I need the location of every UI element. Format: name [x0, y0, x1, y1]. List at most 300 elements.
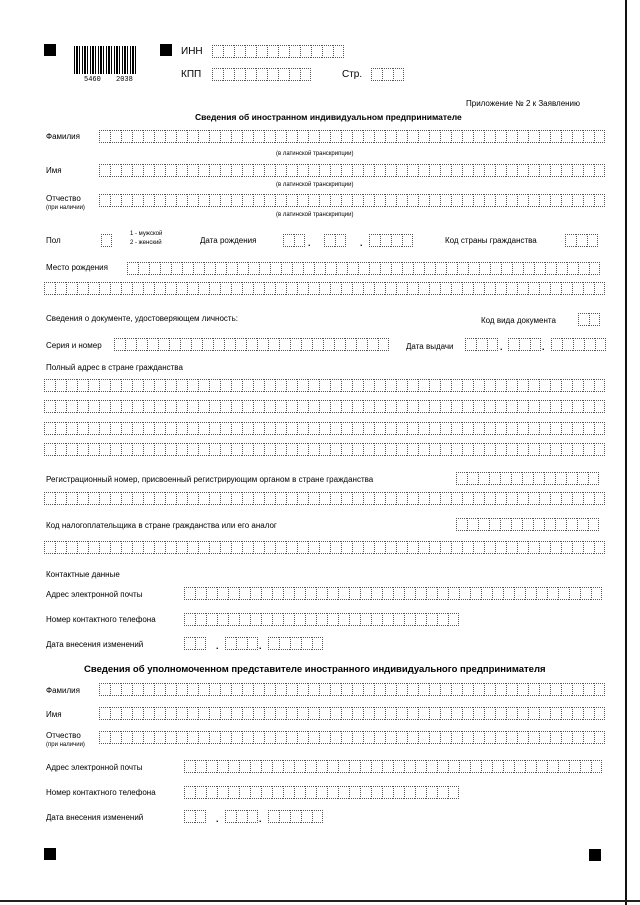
address-field-line-1-cell[interactable] [308, 379, 319, 392]
email-field-cell[interactable] [294, 587, 305, 600]
name-field-cell[interactable] [407, 164, 418, 177]
rep-surname-field-cell[interactable] [330, 683, 341, 696]
email-field-cell[interactable] [437, 587, 448, 600]
address-field-line-3-cell[interactable] [88, 422, 99, 435]
series-number-field-cell[interactable] [367, 338, 378, 351]
reg-number-field-line-2-cell[interactable] [264, 492, 275, 505]
phone-field-cell[interactable] [250, 613, 261, 626]
rep-email-field-cell[interactable] [217, 760, 228, 773]
rep-phone-field-cell[interactable] [316, 786, 327, 799]
rep-name-field-cell[interactable] [517, 707, 528, 720]
email-field-cell[interactable] [261, 587, 272, 600]
address-field-line-3-cell[interactable] [352, 422, 363, 435]
series-number-field-cell[interactable] [191, 338, 202, 351]
series-number-field-cell[interactable] [224, 338, 235, 351]
address-field-line-4-cell[interactable] [583, 443, 594, 456]
rep-surname-field-cell[interactable] [319, 683, 330, 696]
rep-email-field-cell[interactable] [404, 760, 415, 773]
surname-field-cell[interactable] [429, 130, 440, 143]
inn-field-cell[interactable] [267, 45, 278, 58]
email-field-cell[interactable] [569, 587, 580, 600]
rep-email-field-cell[interactable] [580, 760, 591, 773]
rep-patronymic-field-cell[interactable] [319, 731, 330, 744]
phone-field-cell[interactable] [437, 613, 448, 626]
email-field-cell[interactable] [382, 587, 393, 600]
rep-change-day-field-cell[interactable] [195, 810, 206, 823]
surname-field-cell[interactable] [451, 130, 462, 143]
address-field-line-3-cell[interactable] [176, 422, 187, 435]
address-field-line-1-cell[interactable] [352, 379, 363, 392]
birth-place-field-line-2-cell[interactable] [99, 282, 110, 295]
address-field-line-1-cell[interactable] [198, 379, 209, 392]
birth-place-field-line-1-cell[interactable] [578, 262, 589, 275]
address-field-line-4-cell[interactable] [121, 443, 132, 456]
rep-patronymic-field-cell[interactable] [308, 731, 319, 744]
surname-field-cell[interactable] [407, 130, 418, 143]
address-field-line-3-cell[interactable] [462, 422, 473, 435]
rep-name-field-cell[interactable] [319, 707, 330, 720]
reg-number-field-line-2-cell[interactable] [451, 492, 462, 505]
taxpayer-code-field-line-1-cell[interactable] [500, 518, 511, 531]
inn-field-cell[interactable] [278, 45, 289, 58]
email-field-cell[interactable] [503, 587, 514, 600]
rep-email-field-cell[interactable] [536, 760, 547, 773]
address-field-line-3-cell[interactable] [220, 422, 231, 435]
birth-place-field-line-2-cell[interactable] [308, 282, 319, 295]
birth-place-field-line-2-cell[interactable] [396, 282, 407, 295]
address-field-line-1-cell[interactable] [231, 379, 242, 392]
reg-number-field-line-1-cell[interactable] [555, 472, 566, 485]
address-field-line-2[interactable] [44, 400, 605, 413]
reg-number-field-line-2-cell[interactable] [242, 492, 253, 505]
phone-field-cell[interactable] [206, 613, 217, 626]
address-field-line-2-cell[interactable] [143, 400, 154, 413]
address-field-line-4-cell[interactable] [220, 443, 231, 456]
rep-patronymic-field-cell[interactable] [407, 731, 418, 744]
phone-field-cell[interactable] [305, 613, 316, 626]
address-field-line-4-cell[interactable] [473, 443, 484, 456]
birth-place-field-line-2-cell[interactable] [451, 282, 462, 295]
rep-surname-field-cell[interactable] [418, 683, 429, 696]
reg-number-field-line-1-cell[interactable] [522, 472, 533, 485]
patronymic-field-cell[interactable] [550, 194, 561, 207]
birth-place-field-line-1-cell[interactable] [314, 262, 325, 275]
address-field-line-3-cell[interactable] [451, 422, 462, 435]
birth-place-field-line-2-cell[interactable] [264, 282, 275, 295]
address-field-line-1-cell[interactable] [484, 379, 495, 392]
change-year-field-cell[interactable] [268, 637, 279, 650]
rep-surname-field-cell[interactable] [297, 683, 308, 696]
birth-place-field-line-1-cell[interactable] [171, 262, 182, 275]
rep-name-field-cell[interactable] [99, 707, 110, 720]
rep-name-field-cell[interactable] [506, 707, 517, 720]
address-field-line-4-cell[interactable] [561, 443, 572, 456]
address-field-line-4-cell[interactable] [594, 443, 605, 456]
patronymic-field-cell[interactable] [528, 194, 539, 207]
rep-email-field-cell[interactable] [547, 760, 558, 773]
birth-place-field-line-2-cell[interactable] [506, 282, 517, 295]
address-field-line-2-cell[interactable] [440, 400, 451, 413]
address-field-line-4-cell[interactable] [176, 443, 187, 456]
patronymic-field-cell[interactable] [209, 194, 220, 207]
reg-number-field-line-2-cell[interactable] [253, 492, 264, 505]
page-number-field-cell[interactable] [371, 68, 382, 81]
address-field-line-1-cell[interactable] [110, 379, 121, 392]
patronymic-field-cell[interactable] [165, 194, 176, 207]
inn-field-cell[interactable] [256, 45, 267, 58]
name-field-cell[interactable] [583, 164, 594, 177]
address-field-line-2-cell[interactable] [132, 400, 143, 413]
address-field-line-4-cell[interactable] [330, 443, 341, 456]
taxpayer-code-field-line-2-cell[interactable] [187, 541, 198, 554]
change-month-field-cell[interactable] [247, 637, 258, 650]
birth-place-field-line-2[interactable] [44, 282, 605, 295]
reg-number-field-line-2-cell[interactable] [539, 492, 550, 505]
taxpayer-code-field-line-2-cell[interactable] [583, 541, 594, 554]
birth-place-field-line-2-cell[interactable] [583, 282, 594, 295]
surname-field-cell[interactable] [330, 130, 341, 143]
phone-field-cell[interactable] [360, 613, 371, 626]
doc-type-code-field-cell[interactable] [589, 313, 600, 326]
address-field-line-1-cell[interactable] [297, 379, 308, 392]
birth-place-field-line-2-cell[interactable] [176, 282, 187, 295]
address-field-line-3-cell[interactable] [209, 422, 220, 435]
patronymic-field-cell[interactable] [396, 194, 407, 207]
birth-place-field-line-2-cell[interactable] [407, 282, 418, 295]
reg-number-field-line-2-cell[interactable] [275, 492, 286, 505]
address-field-line-3-cell[interactable] [473, 422, 484, 435]
address-field-line-3-cell[interactable] [187, 422, 198, 435]
address-field-line-1-cell[interactable] [572, 379, 583, 392]
rep-change-month-field-cell[interactable] [225, 810, 236, 823]
rep-email-field-cell[interactable] [184, 760, 195, 773]
birth-place-field-line-2-cell[interactable] [286, 282, 297, 295]
address-field-line-4-cell[interactable] [253, 443, 264, 456]
rep-phone-field-cell[interactable] [305, 786, 316, 799]
rep-email-field-cell[interactable] [360, 760, 371, 773]
reg-number-field-line-2-cell[interactable] [418, 492, 429, 505]
reg-number-field-line-2[interactable] [44, 492, 605, 505]
surname-field-cell[interactable] [132, 130, 143, 143]
rep-email-field[interactable] [184, 760, 602, 773]
rep-patronymic-field-cell[interactable] [517, 731, 528, 744]
series-number-field-cell[interactable] [290, 338, 301, 351]
surname-field-cell[interactable] [506, 130, 517, 143]
birth-place-field-line-1-cell[interactable] [534, 262, 545, 275]
address-field-line-2-cell[interactable] [495, 400, 506, 413]
name-field-cell[interactable] [451, 164, 462, 177]
email-field-cell[interactable] [217, 587, 228, 600]
birth-place-field-line-2-cell[interactable] [572, 282, 583, 295]
rep-patronymic-field-cell[interactable] [220, 731, 231, 744]
taxpayer-code-field-line-2-cell[interactable] [374, 541, 385, 554]
address-field-line-4-cell[interactable] [231, 443, 242, 456]
rep-patronymic-field-cell[interactable] [528, 731, 539, 744]
address-field-line-2-cell[interactable] [44, 400, 55, 413]
reg-number-field-line-2-cell[interactable] [209, 492, 220, 505]
taxpayer-code-field-line-1[interactable] [456, 518, 599, 531]
surname-field[interactable] [99, 130, 605, 143]
name-field-cell[interactable] [473, 164, 484, 177]
reg-number-field-line-2-cell[interactable] [506, 492, 517, 505]
address-field-line-3-cell[interactable] [319, 422, 330, 435]
surname-field-cell[interactable] [121, 130, 132, 143]
birth-place-field-line-2-cell[interactable] [187, 282, 198, 295]
rep-name-field-cell[interactable] [264, 707, 275, 720]
rep-name-field-cell[interactable] [594, 707, 605, 720]
rep-patronymic-field-cell[interactable] [440, 731, 451, 744]
address-field-line-1[interactable] [44, 379, 605, 392]
address-field-line-3-cell[interactable] [165, 422, 176, 435]
address-field-line-2-cell[interactable] [352, 400, 363, 413]
patronymic-field-cell[interactable] [407, 194, 418, 207]
address-field-line-1-cell[interactable] [275, 379, 286, 392]
rep-patronymic-field-cell[interactable] [583, 731, 594, 744]
birth-place-field-line-2-cell[interactable] [594, 282, 605, 295]
address-field-line-3-cell[interactable] [253, 422, 264, 435]
gender-field[interactable] [101, 234, 112, 247]
rep-name-field-cell[interactable] [154, 707, 165, 720]
surname-field-cell[interactable] [209, 130, 220, 143]
email-field-cell[interactable] [184, 587, 195, 600]
birth-place-field-line-1-cell[interactable] [457, 262, 468, 275]
taxpayer-code-field-line-2-cell[interactable] [462, 541, 473, 554]
rep-surname-field-cell[interactable] [363, 683, 374, 696]
address-field-line-4-cell[interactable] [451, 443, 462, 456]
rep-name-field-cell[interactable] [572, 707, 583, 720]
reg-number-field-line-2-cell[interactable] [517, 492, 528, 505]
series-number-field-cell[interactable] [312, 338, 323, 351]
reg-number-field-line-2-cell[interactable] [528, 492, 539, 505]
patronymic-field-cell[interactable] [462, 194, 473, 207]
patronymic-field-cell[interactable] [583, 194, 594, 207]
address-field-line-2-cell[interactable] [220, 400, 231, 413]
kpp-field-cell[interactable] [223, 68, 234, 81]
address-field-line-4-cell[interactable] [495, 443, 506, 456]
email-field-cell[interactable] [492, 587, 503, 600]
name-field-cell[interactable] [374, 164, 385, 177]
taxpayer-code-field-line-2-cell[interactable] [44, 541, 55, 554]
rep-phone-field[interactable] [184, 786, 459, 799]
taxpayer-code-field-line-2-cell[interactable] [198, 541, 209, 554]
surname-field-cell[interactable] [396, 130, 407, 143]
rep-email-field-cell[interactable] [569, 760, 580, 773]
address-field-line-4-cell[interactable] [99, 443, 110, 456]
surname-field-cell[interactable] [462, 130, 473, 143]
address-field-line-2-cell[interactable] [363, 400, 374, 413]
rep-phone-field-cell[interactable] [415, 786, 426, 799]
reg-number-field-line-2-cell[interactable] [396, 492, 407, 505]
patronymic-field-cell[interactable] [330, 194, 341, 207]
address-field-line-1-cell[interactable] [330, 379, 341, 392]
rep-phone-field-cell[interactable] [393, 786, 404, 799]
taxpayer-code-field-line-2-cell[interactable] [121, 541, 132, 554]
issue-month-field-cell[interactable] [519, 338, 530, 351]
patronymic-field-cell[interactable] [198, 194, 209, 207]
birth-place-field-line-2-cell[interactable] [143, 282, 154, 295]
birth-place-field-line-1-cell[interactable] [336, 262, 347, 275]
address-field-line-2-cell[interactable] [451, 400, 462, 413]
change-year-field-cell[interactable] [301, 637, 312, 650]
name-field-cell[interactable] [572, 164, 583, 177]
rep-email-field-cell[interactable] [261, 760, 272, 773]
surname-field-cell[interactable] [165, 130, 176, 143]
change-month-field-cell[interactable] [236, 637, 247, 650]
address-field-line-3-cell[interactable] [231, 422, 242, 435]
address-field-line-4-cell[interactable] [506, 443, 517, 456]
surname-field-cell[interactable] [187, 130, 198, 143]
taxpayer-code-field-line-2-cell[interactable] [319, 541, 330, 554]
rep-surname-field-cell[interactable] [264, 683, 275, 696]
address-field-line-3-cell[interactable] [550, 422, 561, 435]
taxpayer-code-field-line-2-cell[interactable] [220, 541, 231, 554]
rep-phone-field-cell[interactable] [206, 786, 217, 799]
birth-place-field-line-2-cell[interactable] [484, 282, 495, 295]
rep-email-field-cell[interactable] [327, 760, 338, 773]
rep-email-field-cell[interactable] [525, 760, 536, 773]
rep-patronymic-field-cell[interactable] [110, 731, 121, 744]
address-field-line-2-cell[interactable] [506, 400, 517, 413]
address-field-line-1-cell[interactable] [440, 379, 451, 392]
gender-field-cell[interactable] [101, 234, 112, 247]
surname-field-cell[interactable] [561, 130, 572, 143]
rep-surname-field-cell[interactable] [396, 683, 407, 696]
rep-name-field-cell[interactable] [440, 707, 451, 720]
reg-number-field-line-2-cell[interactable] [110, 492, 121, 505]
reg-number-field-line-2-cell[interactable] [561, 492, 572, 505]
phone-field-cell[interactable] [261, 613, 272, 626]
patronymic-field-cell[interactable] [220, 194, 231, 207]
patronymic-field-cell[interactable] [110, 194, 121, 207]
name-field-cell[interactable] [462, 164, 473, 177]
taxpayer-code-field-line-1-cell[interactable] [533, 518, 544, 531]
birth-place-field-line-1-cell[interactable] [325, 262, 336, 275]
address-field-line-1-cell[interactable] [88, 379, 99, 392]
birth-place-field-line-2-cell[interactable] [550, 282, 561, 295]
address-field-line-2-cell[interactable] [242, 400, 253, 413]
rep-phone-field-cell[interactable] [261, 786, 272, 799]
taxpayer-code-field-line-2-cell[interactable] [132, 541, 143, 554]
address-field-line-4-cell[interactable] [187, 443, 198, 456]
phone-field-cell[interactable] [382, 613, 393, 626]
birth-place-field-line-1[interactable] [127, 262, 600, 275]
citizenship-code-field-cell[interactable] [587, 234, 598, 247]
birth-place-field-line-2-cell[interactable] [198, 282, 209, 295]
rep-surname-field-cell[interactable] [583, 683, 594, 696]
name-field-cell[interactable] [297, 164, 308, 177]
rep-name-field-cell[interactable] [165, 707, 176, 720]
birth-place-field-line-2-cell[interactable] [132, 282, 143, 295]
name-field-cell[interactable] [363, 164, 374, 177]
reg-number-field-line-2-cell[interactable] [550, 492, 561, 505]
rep-phone-field-cell[interactable] [294, 786, 305, 799]
address-field-line-2-cell[interactable] [88, 400, 99, 413]
rep-name-field-cell[interactable] [462, 707, 473, 720]
change-month-field[interactable] [225, 637, 258, 650]
birth-place-field-line-2-cell[interactable] [231, 282, 242, 295]
patronymic-field-cell[interactable] [561, 194, 572, 207]
rep-name-field-cell[interactable] [385, 707, 396, 720]
birth-year-field[interactable] [369, 234, 413, 247]
email-field-cell[interactable] [338, 587, 349, 600]
address-field-line-2-cell[interactable] [418, 400, 429, 413]
rep-email-field-cell[interactable] [338, 760, 349, 773]
reg-number-field-line-2-cell[interactable] [165, 492, 176, 505]
kpp-field[interactable] [212, 68, 311, 81]
rep-email-field-cell[interactable] [492, 760, 503, 773]
series-number-field-cell[interactable] [257, 338, 268, 351]
birth-place-field-line-2-cell[interactable] [561, 282, 572, 295]
address-field-line-1-cell[interactable] [44, 379, 55, 392]
rep-surname-field-cell[interactable] [550, 683, 561, 696]
rep-email-field-cell[interactable] [305, 760, 316, 773]
reg-number-field-line-1-cell[interactable] [489, 472, 500, 485]
rep-surname-field-cell[interactable] [473, 683, 484, 696]
rep-patronymic-field-cell[interactable] [374, 731, 385, 744]
rep-surname-field-cell[interactable] [121, 683, 132, 696]
email-field-cell[interactable] [195, 587, 206, 600]
birth-place-field-line-2-cell[interactable] [473, 282, 484, 295]
taxpayer-code-field-line-2-cell[interactable] [484, 541, 495, 554]
patronymic-field-cell[interactable] [297, 194, 308, 207]
reg-number-field-line-2-cell[interactable] [231, 492, 242, 505]
birth-place-field-line-1-cell[interactable] [127, 262, 138, 275]
rep-name-field-cell[interactable] [550, 707, 561, 720]
rep-surname-field-cell[interactable] [132, 683, 143, 696]
rep-surname-field-cell[interactable] [242, 683, 253, 696]
phone-field-cell[interactable] [217, 613, 228, 626]
rep-email-field-cell[interactable] [349, 760, 360, 773]
inn-field-cell[interactable] [234, 45, 245, 58]
address-field-line-4-cell[interactable] [55, 443, 66, 456]
email-field-cell[interactable] [591, 587, 602, 600]
email-field-cell[interactable] [525, 587, 536, 600]
rep-phone-field-cell[interactable] [272, 786, 283, 799]
address-field-line-1-cell[interactable] [55, 379, 66, 392]
issue-year-field-cell[interactable] [595, 338, 606, 351]
reg-number-field-line-2-cell[interactable] [473, 492, 484, 505]
patronymic-field-cell[interactable] [363, 194, 374, 207]
birth-place-field-line-2-cell[interactable] [66, 282, 77, 295]
name-field-cell[interactable] [264, 164, 275, 177]
reg-number-field-line-1-cell[interactable] [533, 472, 544, 485]
address-field-line-4-cell[interactable] [165, 443, 176, 456]
rep-surname-field-cell[interactable] [231, 683, 242, 696]
surname-field-cell[interactable] [99, 130, 110, 143]
email-field-cell[interactable] [415, 587, 426, 600]
rep-patronymic-field-cell[interactable] [484, 731, 495, 744]
address-field-line-4-cell[interactable] [374, 443, 385, 456]
address-field-line-3-cell[interactable] [484, 422, 495, 435]
birth-place-field-line-1-cell[interactable] [589, 262, 600, 275]
birth-place-field-line-2-cell[interactable] [165, 282, 176, 295]
patronymic-field-cell[interactable] [143, 194, 154, 207]
rep-email-field-cell[interactable] [195, 760, 206, 773]
address-field-line-3-cell[interactable] [264, 422, 275, 435]
rep-surname-field-cell[interactable] [110, 683, 121, 696]
patronymic-field-cell[interactable] [319, 194, 330, 207]
birth-place-field-line-2-cell[interactable] [297, 282, 308, 295]
page-number-field-cell[interactable] [382, 68, 393, 81]
phone-field-cell[interactable] [415, 613, 426, 626]
reg-number-field-line-1-cell[interactable] [588, 472, 599, 485]
rep-email-field-cell[interactable] [426, 760, 437, 773]
rep-patronymic-field[interactable] [99, 731, 605, 744]
patronymic-field-cell[interactable] [132, 194, 143, 207]
surname-field-cell[interactable] [495, 130, 506, 143]
birth-place-field-line-2-cell[interactable] [495, 282, 506, 295]
issue-year-field-cell[interactable] [573, 338, 584, 351]
